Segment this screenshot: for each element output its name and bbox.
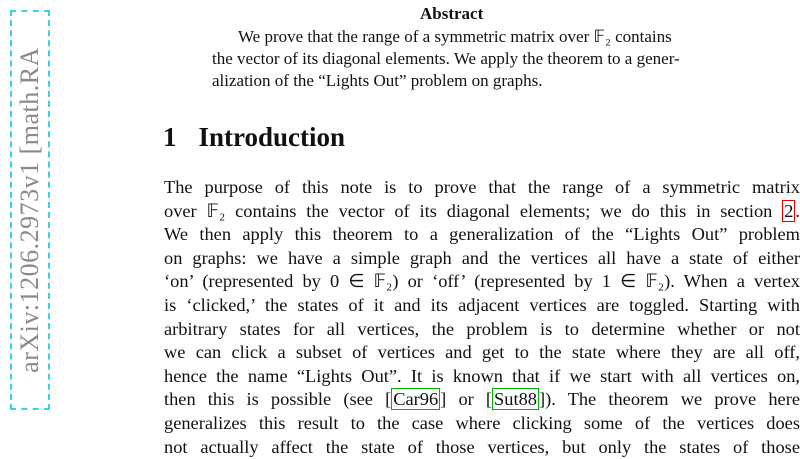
body-line: We then apply this theorem to a generalization of the “Lights Out” problem — [164, 224, 800, 245]
body-line-text: ). The theorem we prove here — [545, 389, 800, 410]
abstract-title: Abstract — [420, 4, 484, 23]
abstract-body — [212, 26, 752, 92]
body-line: on graphs: we have a simple graph and the vertices all have a state of either — [164, 247, 800, 268]
body-line: then this is possible (see [ Car96 ] or [ Sut88 ]). The theorem we prove here — [164, 389, 800, 410]
abstract-line: the vector of its diagonal elements. We apply the theorem to a gener- — [212, 49, 680, 68]
body-line: generalizes this result to the case where clicking some of the vertices does — [164, 412, 800, 433]
abstract-line: alization of the “Lights Out” problem on graphs. — [212, 71, 543, 90]
section-heading — [163, 122, 345, 153]
body-line: ‘on’ (represented by 0 ∈ 𝔽₂) or ‘off’ (represented by 1 ∈ 𝔽₂). When a vertex — [164, 271, 800, 292]
body-line-text: or — [458, 389, 474, 410]
body-line: arbitrary states for all vertices, the problem is to determine whether or not — [164, 318, 800, 339]
citation-link-car96[interactable]: Car96 — [393, 389, 439, 410]
body-line-text: over 𝔽₂ contains the vector of its diagonal elements; we do this in section — [164, 200, 773, 221]
arxiv-identifier: arXiv:1206.2973v1 [math.RA — [15, 47, 44, 373]
section-title: Introduction — [198, 122, 346, 152]
body-line: not actually affect the state of those vertices, but only the states of those — [164, 436, 800, 457]
body-line: we can click a subset of vertices and get to the state where they are all off, — [164, 342, 800, 363]
body-line-text: . — [795, 200, 800, 221]
arxiv-side-label — [10, 10, 50, 410]
section-reference-link[interactable]: 2 — [784, 200, 794, 221]
citation-link-sut88[interactable]: Sut88 — [494, 389, 537, 410]
abstract-line: We prove that the range of a symmetric matrix over 𝔽₂ contains — [238, 27, 672, 46]
body-line — [164, 200, 800, 224]
body-line: The purpose of this note is to prove that the range of a symmetric matrix — [164, 177, 800, 197]
introduction-body — [164, 176, 800, 459]
body-line-text: then this is possible (see — [164, 389, 373, 410]
section-number: 1 — [163, 122, 177, 152]
body-line: is ‘clicked,’ the states of it and its adjacent vertices are toggled. Starting with — [164, 294, 800, 315]
body-line: hence the name “Lights Out”. It is known that if we start with all vertices on, — [164, 365, 800, 386]
